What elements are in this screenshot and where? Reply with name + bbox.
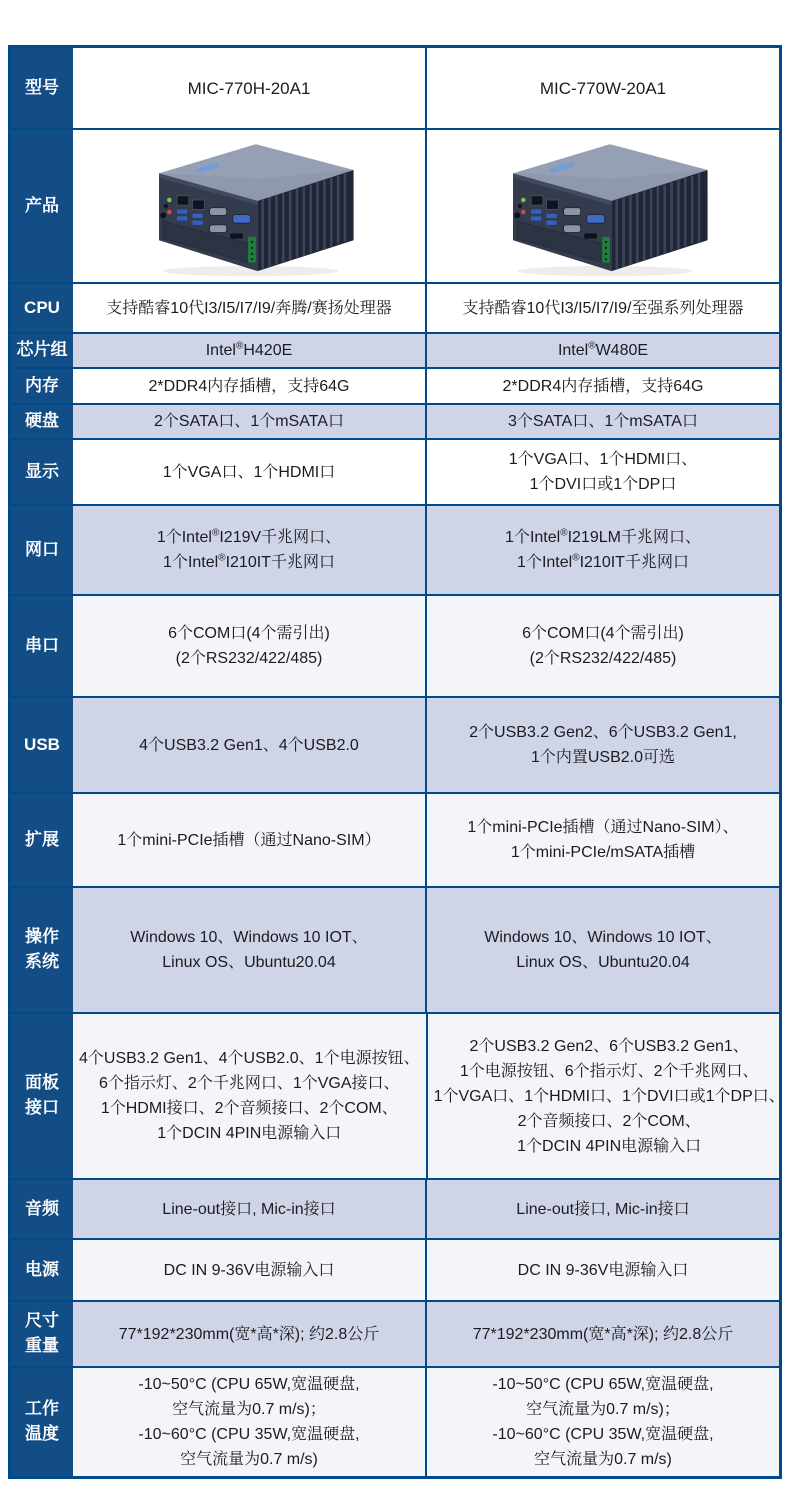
spec-text: Intel®W480E xyxy=(557,340,649,359)
row-label xyxy=(11,794,73,886)
spec-text: 1个VGA口、1个HDMI口、1个DVI口或1个DP口、 xyxy=(433,1087,785,1105)
spec-cell xyxy=(425,334,779,367)
row-label xyxy=(11,506,73,594)
spec-text: 空气流量为0.7 m/s)； xyxy=(526,1401,680,1418)
spec-text: -10~50°C (CPU 65W,宽温硬盘, xyxy=(138,1376,360,1393)
spec-text: 1个Intel®I210IT千兆网口 xyxy=(517,552,689,571)
row-label-line: 型号 xyxy=(25,77,59,97)
row-label-line: 串口 xyxy=(25,635,59,655)
spec-text: Intel®H420E xyxy=(205,340,293,359)
row-label xyxy=(11,440,73,504)
row-label-line: 电源 xyxy=(25,1259,59,1279)
spec-text: 空气流量为0.7 m/s)； xyxy=(172,1401,326,1418)
row-label-line: 显示 xyxy=(25,461,59,481)
spec-row xyxy=(11,1366,779,1476)
spec-text: 3个SATA口、1个mSATA口 xyxy=(508,413,698,430)
spec-text: MIC-770H-20A1 xyxy=(187,78,311,98)
spec-cell xyxy=(425,794,779,886)
spec-text: -10~60°C (CPU 35W,宽温硬盘, xyxy=(138,1426,360,1443)
spec-cell xyxy=(425,284,779,332)
spec-comparison-table xyxy=(8,45,785,1479)
row-label-line: 芯片组 xyxy=(16,340,68,360)
spec-cell xyxy=(73,334,425,367)
spec-row xyxy=(11,1238,779,1300)
spec-text: 6个指示灯、2个千兆网口、1个VGA接口、 xyxy=(99,1075,400,1092)
spec-text: 1个电源按钮、6个指示灯、2个千兆网口、 xyxy=(459,1062,759,1080)
spec-cell xyxy=(73,1240,425,1300)
spec-text: 2个SATA口、1个mSATA口 xyxy=(154,413,344,430)
spec-cell xyxy=(73,794,425,886)
row-label-line: 尺寸 xyxy=(25,1311,59,1331)
spec-cell xyxy=(73,1368,425,1476)
spec-row xyxy=(11,403,779,438)
row-label-line: 产品 xyxy=(25,195,59,215)
spec-text: 2*DDR4内存插槽，支持64G xyxy=(148,377,350,395)
spec-text: 2*DDR4内存插槽，支持64G xyxy=(502,377,704,395)
spec-cell xyxy=(425,369,779,403)
row-label-line: 面板 xyxy=(25,1073,59,1093)
row-label-line: 接口 xyxy=(25,1098,59,1117)
spec-cell xyxy=(73,596,425,696)
spec-row xyxy=(11,367,779,403)
spec-row xyxy=(11,1300,779,1366)
spec-row xyxy=(11,594,779,696)
spec-row xyxy=(11,696,779,792)
row-label-line: 操作 xyxy=(25,927,59,947)
spec-cell xyxy=(73,698,425,792)
spec-cell xyxy=(73,284,425,332)
row-label xyxy=(11,405,73,438)
spec-text: 1个Intel®I219LM千兆网口、 xyxy=(505,527,701,546)
spec-text: -10~60°C (CPU 35W,宽温硬盘, xyxy=(492,1426,714,1443)
row-label-line: 硬盘 xyxy=(25,411,59,431)
row-label-line: 工作 xyxy=(25,1399,59,1419)
spec-cell xyxy=(425,48,779,128)
spec-row xyxy=(11,504,779,594)
spec-cell xyxy=(425,1302,779,1366)
spec-text: 1个VGA口、1个HDMI口、 xyxy=(508,451,698,468)
spec-row xyxy=(11,282,779,332)
spec-text: Linux OS、Ubuntu20.04 xyxy=(516,954,690,971)
spec-text: Line-out接口, Mic-in接口 xyxy=(162,1200,336,1218)
spec-text: 4个USB3.2 Gen1、4个USB2.0、1个电源按钮、 xyxy=(79,1050,420,1067)
spec-text: Linux OS、Ubuntu20.04 xyxy=(162,954,336,971)
spec-text: 77*192*230mm(宽*高*深); 约2.8公斤 xyxy=(472,1325,734,1343)
spec-cell xyxy=(73,506,425,594)
spec-text: 4个USB3.2 Gen1、4个USB2.0 xyxy=(139,736,359,754)
row-label xyxy=(11,369,73,403)
row-label-line: 温度 xyxy=(25,1424,59,1443)
row-label-line: USB xyxy=(24,734,60,754)
spec-text: (2个RS232/422/485) xyxy=(529,650,677,667)
spec-text: 1个Intel®I219V千兆网口、 xyxy=(156,527,342,546)
row-label xyxy=(11,888,73,1012)
spec-cell xyxy=(73,440,425,504)
spec-cell xyxy=(425,405,779,438)
spec-text: 6个COM口(4个需引出) xyxy=(168,625,330,642)
spec-row xyxy=(11,332,779,367)
spec-row xyxy=(11,792,779,886)
spec-text: 77*192*230mm(宽*高*深); 约2.8公斤 xyxy=(118,1325,380,1343)
spec-text: 1个Intel®I210IT千兆网口 xyxy=(163,552,335,571)
spec-text: 支持酷睿10代I3/I5/I7/I9/奔腾/赛扬处理器 xyxy=(106,299,392,317)
spec-text: 1个内置USB2.0可选 xyxy=(530,749,676,766)
spec-cell xyxy=(425,1240,779,1300)
spec-cell xyxy=(425,440,779,504)
row-label xyxy=(11,698,73,792)
spec-text: 1个mini-PCIe插槽（通过Nano-SIM） xyxy=(117,831,381,849)
product-image-cell xyxy=(73,130,425,282)
spec-text: 支持酷睿10代I3/I5/I7/I9/至强系列处理器 xyxy=(462,299,744,317)
spec-cell xyxy=(73,405,425,438)
row-label xyxy=(11,284,73,332)
row-label-line: 系统 xyxy=(25,952,59,971)
spec-row xyxy=(11,1178,779,1238)
spec-cell xyxy=(73,48,425,128)
spec-text: 1个VGA口、1个HDMI口 xyxy=(162,463,336,481)
spec-row xyxy=(11,1012,785,1178)
spec-text: 1个mini-PCIe插槽（通过Nano-SIM）、 xyxy=(467,819,739,836)
row-label-line: 重量 xyxy=(25,1336,59,1355)
spec-text: Line-out接口, Mic-in接口 xyxy=(516,1200,690,1218)
row-label xyxy=(11,334,73,367)
row-label-line: 内存 xyxy=(25,375,59,395)
spec-text: 1个HDMI接口、2个音频接口、2个COM、 xyxy=(100,1100,398,1117)
row-label-line: 音频 xyxy=(25,1198,59,1218)
industrial-pc-photo xyxy=(120,134,378,278)
spec-cell xyxy=(425,1368,779,1476)
spec-text: 1个DCIN 4PIN电源输入口 xyxy=(157,1125,342,1142)
spec-text: MIC-770W-20A1 xyxy=(539,78,667,98)
spec-cell xyxy=(73,369,425,403)
spec-text: 1个mini-PCIe/mSATA插槽 xyxy=(510,844,696,861)
spec-cell xyxy=(73,1014,426,1178)
spec-cell xyxy=(73,1302,425,1366)
spec-row xyxy=(11,886,779,1012)
row-label-line: 扩展 xyxy=(25,829,59,849)
spec-cell xyxy=(73,888,425,1012)
spec-text: -10~50°C (CPU 65W,宽温硬盘, xyxy=(492,1376,714,1393)
spec-cell xyxy=(425,506,779,594)
spec-text: Windows 10、Windows 10 IOT、 xyxy=(130,929,368,946)
industrial-pc-photo xyxy=(474,134,732,278)
spec-cell xyxy=(425,888,779,1012)
spec-row xyxy=(11,128,779,282)
row-label xyxy=(11,1368,73,1476)
row-label xyxy=(11,596,73,696)
spec-text: 2个音频接口、2个COM、 xyxy=(517,1112,701,1130)
spec-text: 2个USB3.2 Gen2、6个USB3.2 Gen1, xyxy=(469,724,737,741)
spec-cell xyxy=(425,698,779,792)
spec-row xyxy=(11,438,779,504)
product-image-cell xyxy=(425,130,779,282)
spec-row xyxy=(11,48,779,128)
spec-cell xyxy=(425,1180,779,1238)
row-label xyxy=(11,1240,73,1300)
spec-text: 1个DCIN 4PIN电源输入口 xyxy=(517,1137,702,1155)
row-label xyxy=(11,1302,73,1366)
spec-text: DC IN 9-36V电源输入口 xyxy=(163,1261,335,1279)
row-label-line: 网口 xyxy=(25,539,59,559)
spec-cell xyxy=(426,1014,790,1178)
row-label-line: CPU xyxy=(24,297,60,317)
spec-cell xyxy=(425,596,779,696)
row-label xyxy=(11,1180,73,1238)
spec-text: 空气流量为0.7 m/s) xyxy=(180,1451,318,1468)
spec-cell xyxy=(73,1180,425,1238)
spec-text: 1个DVI口或1个DP口 xyxy=(529,476,677,493)
row-label xyxy=(11,48,73,128)
row-label xyxy=(11,130,73,282)
spec-text: 6个COM口(4个需引出) xyxy=(522,625,684,642)
spec-text: DC IN 9-36V电源输入口 xyxy=(517,1261,689,1279)
spec-text: 2个USB3.2 Gen2、6个USB3.2 Gen1、 xyxy=(469,1037,749,1055)
spec-text: Windows 10、Windows 10 IOT、 xyxy=(484,929,722,946)
row-label xyxy=(11,1014,73,1178)
spec-text: 空气流量为0.7 m/s) xyxy=(534,1451,672,1468)
spec-text: (2个RS232/422/485) xyxy=(175,650,323,667)
